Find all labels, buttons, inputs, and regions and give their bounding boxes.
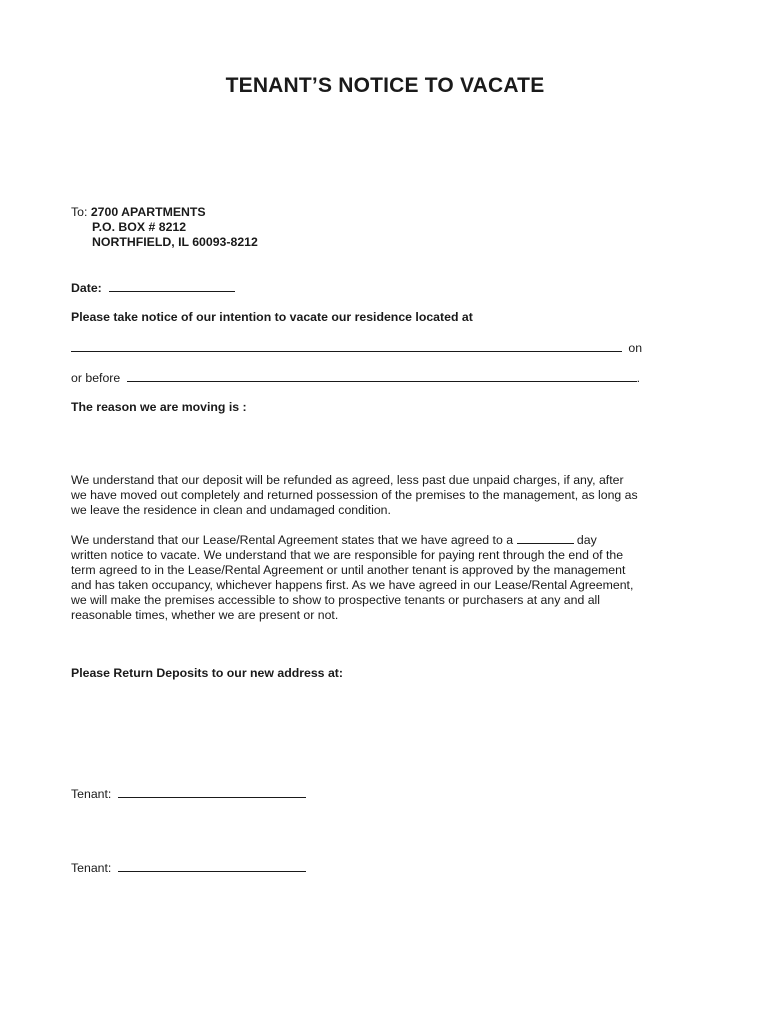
notice-days-field[interactable] [517,532,574,544]
date-field[interactable] [109,280,235,292]
tenant-label: Tenant: [71,861,112,875]
date-label: Date: [71,281,102,295]
on-label: on [628,341,643,355]
tenant-signature-field-1[interactable] [118,786,306,798]
notice-line: written notice to vacate. We understand that we are responsible for paying rent through the end of the [71,548,624,562]
date-row [71,280,235,296]
to-label: To: [71,205,88,219]
notice-line: we will make the premises accessible to show to prospective tenants or purchasers at any and all [71,593,601,607]
notice-line-1-after: day [576,533,597,547]
document-title: TENANT’S NOTICE TO VACATE [225,74,545,97]
address-row [71,340,642,356]
or-before-label: or before [71,371,121,385]
return-deposits-label: Please Return Deposits to our new address at: [71,666,343,680]
move-date-row [71,370,640,386]
recipient-block [71,205,206,220]
tenant-signature-row-1 [71,786,306,802]
tenant-signature-row-2 [71,860,306,876]
notice-paragraph [71,532,671,623]
notice-line-1-before: We understand that our Lease/Rental Agreement states that we have agreed to a [71,533,514,547]
notice-line-1 [71,532,671,548]
tenant-label: Tenant: [71,787,112,801]
reason-label: The reason we are moving is : [71,400,247,414]
deposit-line: we leave the residence in clean and undamaged condition. [71,503,391,517]
recipient-address-line1: P.O. BOX # 8212 [92,220,187,234]
recipient-name: 2700 APARTMENTS [90,205,206,219]
recipient-address-line2: NORTHFIELD, IL 60093-8212 [92,235,258,249]
notice-line: term agreed to in the Lease/Rental Agreement or until another tenant is approved by the management [71,563,626,577]
move-date-field[interactable] [127,370,637,382]
deposit-paragraph [71,473,671,518]
notice-line: and has taken occupancy, whichever happens first. As we have agreed in our Lease/Rental Agreement, [71,578,634,592]
period: . [636,371,641,385]
address-field[interactable] [71,340,622,352]
intent-text: Please take notice of our intention to vacate our residence located at [71,310,473,324]
tenant-signature-field-2[interactable] [118,860,306,872]
notice-line: reasonable times, whether we are present or not. [71,608,339,622]
deposit-line: We understand that our deposit will be refunded as agreed, less past due unpaid charges, if any, after [71,473,624,487]
deposit-line: we have moved out completely and returned possession of the premises to the management, as long as [71,488,638,502]
